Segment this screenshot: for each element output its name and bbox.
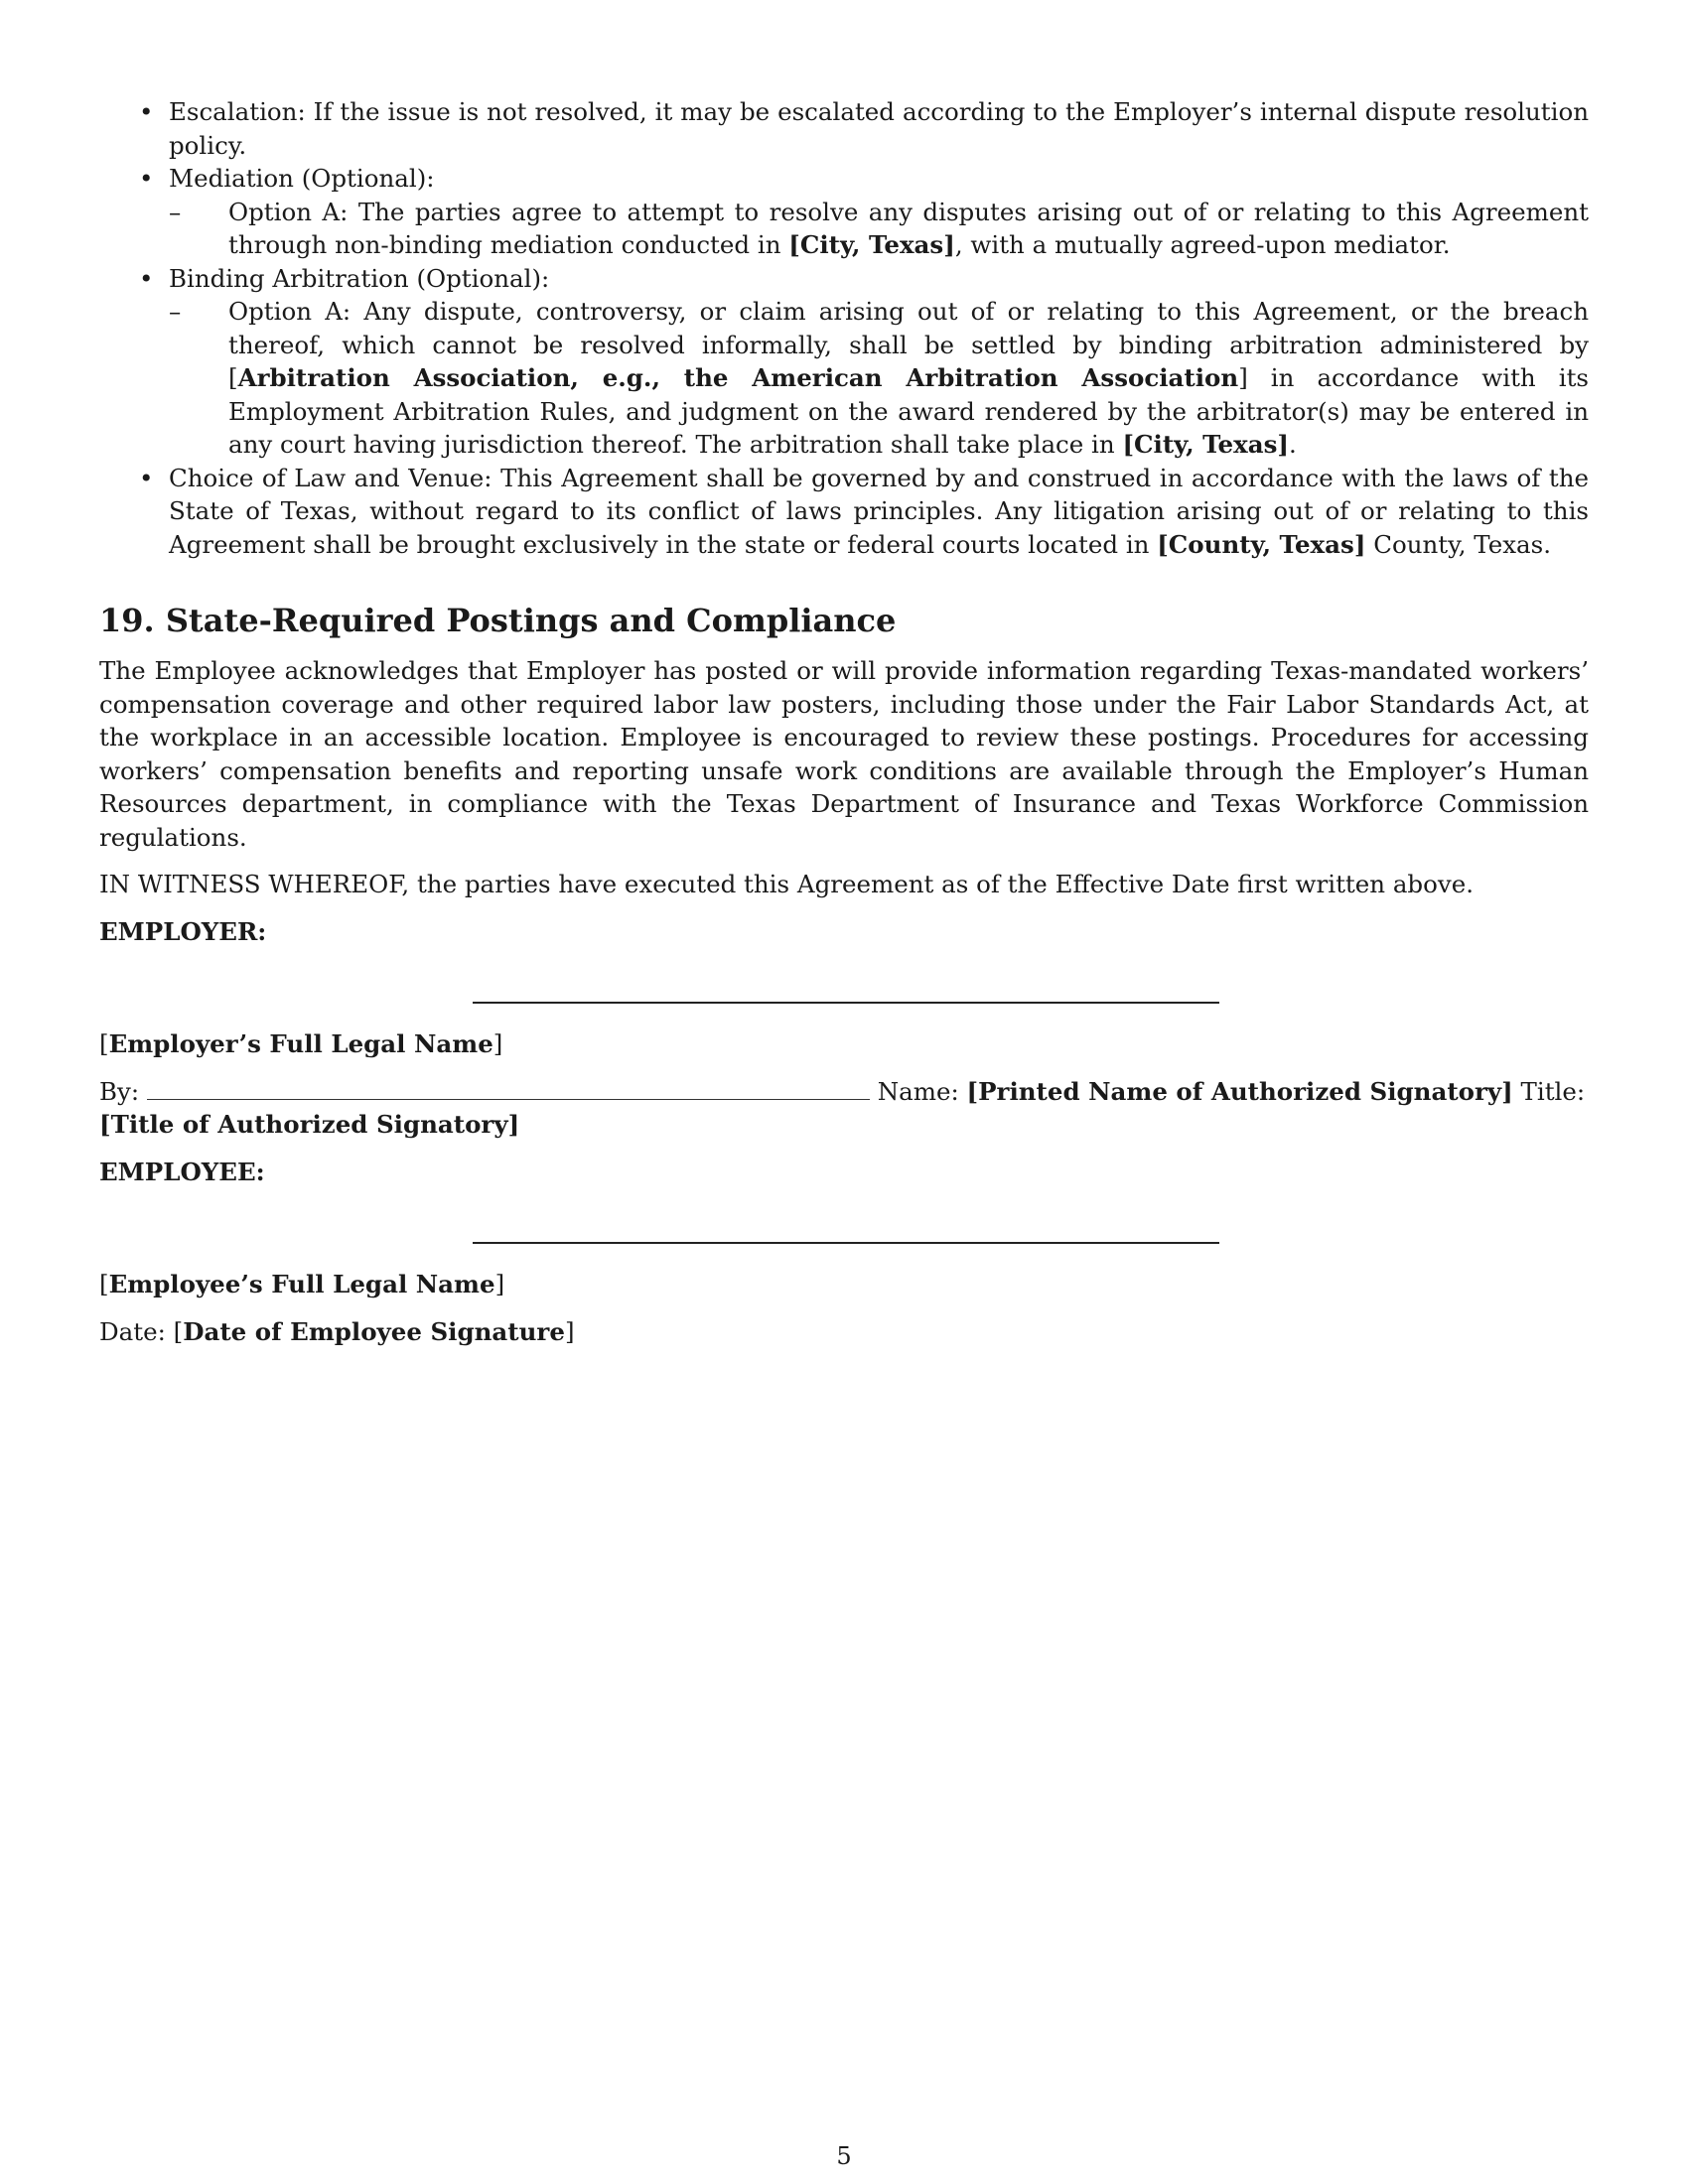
by-signature-blank[interactable] — [147, 1079, 870, 1100]
arbitration-options — [169, 295, 1589, 462]
title-placeholder: [Title of Authorized Signatory] — [99, 1110, 520, 1139]
employer-name-placeholder: Employer’s Full Legal Name — [108, 1029, 493, 1058]
by-label: By: — [99, 1076, 140, 1106]
arbitration-city-placeholder: [City, Texas] — [1122, 430, 1290, 459]
arbitration-label: Binding Arbitration (Optional): — [169, 263, 550, 293]
bracket-close: ] — [492, 1029, 503, 1058]
page-number: 5 — [836, 2142, 852, 2170]
employer-name — [99, 1027, 1589, 1061]
arbitration-option-a — [169, 295, 1589, 462]
mediation-label: Mediation (Optional): — [169, 164, 435, 193]
mediation-option-text: Option A: The parties agree to attempt to resolve any disputes arising out of or relating to this Agreement through non-binding mediation conducted in — [228, 197, 1589, 259]
mediation-option-text-end: , with a mutually agreed-upon mediator. — [954, 230, 1451, 259]
bracket-close: ] — [564, 1316, 575, 1346]
arbitration-option-text-end: . — [1289, 430, 1297, 459]
county-placeholder: [County, Texas] — [1157, 529, 1366, 559]
date-label: Date: — [99, 1316, 174, 1346]
list-item-arbitration — [99, 262, 1589, 462]
list-item-choice-of-law — [99, 462, 1589, 562]
mediation-city-placeholder: [City, Texas] — [788, 230, 955, 259]
employee-date-line — [99, 1315, 1589, 1349]
escalation-text: Escalation: If the issue is not resolved, it may be escalated according to the Employer’s internal dispute resolution policy. — [169, 97, 1589, 160]
arbitration-option-text-mid: ] in accordance with its Employment Arbitration Rules, and judgment on the award rendered by the arbitrator(s) may be entered in any court having jurisdiction thereof. The arbitration shall take place in — [228, 363, 1589, 459]
mediation-option-a — [169, 196, 1589, 262]
title-label: Title: — [1512, 1076, 1586, 1106]
employee-label: EMPLOYEE: — [99, 1157, 265, 1186]
arbitration-association-placeholder: Arbitration Association, e.g., the American Arbitration Association — [237, 363, 1239, 392]
mediation-options — [169, 196, 1589, 262]
arbitration-option-text: Option A: Any dispute, controversy, or claim arising out of or relating to this Agreement, or the breach thereof, which cannot be resolved informally, shall be settled by binding arbitration administered by [ — [228, 297, 1589, 392]
employee-name — [99, 1268, 1589, 1301]
choice-of-law-text-end: County, Texas. — [1365, 529, 1551, 559]
choice-of-law-text: Choice of Law and Venue: This Agreement shall be governed by and construed in accordance with the laws of the State of Texas, without regard to its conflict of laws principles. Any litigation arising out of or relating to this Agreement shall be brought exclusively in the state or federal courts located in — [169, 463, 1589, 559]
section-19-body: The Employee acknowledges that Employer has posted or will provide information regarding Texas-mandated workers’ compensation coverage and other required labor law posters, including those under the Fair Labor Standards Act, at the workplace in an accessible location. Employee is encouraged to review these postings. Procedures for accessing workers’ compensation benefits and reporting unsafe work conditions are available through the Employer’s Human Resources department, in compliance with the Texas Department of Insurance and Texas Workforce Commission regulations. — [99, 656, 1589, 852]
bracket-close: ] — [494, 1270, 505, 1298]
bracket-open: [ — [99, 1029, 109, 1058]
list-item-mediation — [99, 162, 1589, 262]
employee-name-placeholder: Employee’s Full Legal Name — [108, 1270, 495, 1298]
printed-name-label: Name: — [869, 1076, 967, 1106]
date-placeholder: Date of Employee Signature — [183, 1316, 565, 1346]
section-19-heading: 19. State-Required Postings and Compliance — [99, 602, 897, 639]
employer-by-line — [99, 1075, 1589, 1142]
list-item-escalation — [99, 95, 1589, 162]
bracket-open: [ — [99, 1270, 109, 1298]
employer-signature-line[interactable] — [473, 1002, 1219, 1004]
bracket-open: [ — [173, 1316, 184, 1346]
employer-label: EMPLOYER: — [99, 916, 267, 946]
dispute-resolution-list — [99, 95, 1589, 561]
printed-name-placeholder: [Printed Name of Authorized Signatory] — [966, 1076, 1513, 1106]
employee-signature-line[interactable] — [473, 1242, 1219, 1244]
witness-clause: IN WITNESS WHEREOF, the parties have executed this Agreement as of the Effective Date first written above. — [99, 870, 1474, 898]
document-page — [99, 95, 1589, 1348]
